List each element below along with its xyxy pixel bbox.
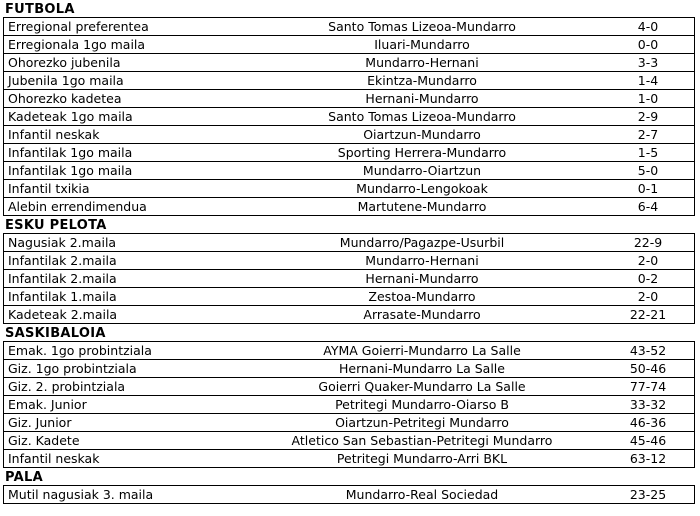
table-row [4, 360, 694, 378]
table-row [4, 270, 694, 288]
score-cell: 50-46 [629, 361, 667, 376]
score-cell: 0-0 [637, 37, 659, 52]
category-cell: Infantilak 1go maila [8, 163, 133, 178]
category-cell: Ohorezko kadetea [8, 91, 122, 106]
score-cell: 5-0 [637, 163, 659, 178]
score-cell: 22-9 [633, 235, 663, 250]
section-title: PALA [5, 470, 43, 485]
table-row [4, 414, 694, 432]
category-cell: Erregional preferentea [8, 19, 149, 34]
category-cell: Jubenila 1go maila [8, 73, 124, 88]
table-row [4, 486, 694, 503]
table-row [4, 18, 694, 36]
match-cell: Hernani-Mundarro La Salle [339, 361, 505, 376]
category-cell: Alebin errendimendua [8, 199, 147, 214]
score-cell: 2-7 [637, 127, 659, 142]
category-cell: Giz. Junior [8, 415, 72, 430]
category-cell: Emak. Junior [8, 397, 87, 412]
category-cell: Kadeteak 2.maila [8, 307, 118, 322]
category-cell: Infantilak 2.maila [8, 271, 117, 286]
match-cell: Mundarro-Hernani [365, 55, 479, 70]
match-cell: Santo Tomas Lizeoa-Mundarro [328, 19, 516, 34]
match-cell: Mundarro/Pagazpe-Usurbil [339, 235, 505, 250]
category-cell: Emak. 1go probintziala [8, 343, 152, 358]
match-cell: Oiartzun-Petritegi Mundarro [335, 415, 509, 430]
table-row [4, 342, 694, 360]
score-cell: 0-2 [637, 271, 659, 286]
category-cell: Erregionala 1go maila [8, 37, 146, 52]
match-cell: Petritegi Mundarro-Oiarso B [335, 397, 509, 412]
score-cell: 23-25 [629, 487, 667, 502]
table-row [4, 288, 694, 306]
category-cell: Giz. 2. probintziala [8, 379, 126, 394]
category-cell: Infantil neskak [8, 451, 100, 466]
score-cell: 1-0 [637, 91, 659, 106]
category-cell: Mutil nagusiak 3. maila [8, 487, 154, 502]
score-cell: 45-46 [629, 433, 667, 448]
score-cell: 63-12 [629, 451, 667, 466]
table-row [4, 180, 694, 198]
table-row [4, 306, 694, 323]
section-title: ESKU PELOTA [5, 218, 107, 233]
table-row [4, 126, 694, 144]
category-cell: Infantilak 1.maila [8, 289, 117, 304]
match-cell: Sporting Herrera-Mundarro [337, 145, 507, 160]
match-cell: AYMA Goierri-Mundarro La Salle [323, 343, 521, 358]
table-row [4, 90, 694, 108]
section-title: SASKIBALOIA [5, 326, 106, 341]
match-cell: Iluari-Mundarro [374, 37, 470, 52]
score-cell: 46-36 [629, 415, 667, 430]
score-cell: 1-4 [637, 73, 659, 88]
score-cell: 33-32 [629, 397, 667, 412]
match-cell: Mundarro-Hernani [365, 253, 479, 268]
match-cell: Mundarro-Oiartzun [362, 163, 482, 178]
match-cell: Oiartzun-Mundarro [363, 127, 481, 142]
score-cell: 1-5 [637, 145, 659, 160]
score-cell: 3-3 [637, 55, 659, 70]
section-table [3, 485, 695, 504]
category-cell: Giz. 1go probintziala [8, 361, 137, 376]
match-cell: Ekintza-Mundarro [367, 73, 477, 88]
match-cell: Santo Tomas Lizeoa-Mundarro [328, 109, 516, 124]
score-cell: 0-1 [637, 181, 659, 196]
score-cell: 43-52 [629, 343, 667, 358]
table-row [4, 108, 694, 126]
table-row [4, 144, 694, 162]
table-row [4, 72, 694, 90]
table-row [4, 198, 694, 215]
section-table [3, 233, 695, 324]
category-cell: Infantil txikia [8, 181, 90, 196]
match-cell: Arrasate-Mundarro [363, 307, 481, 322]
match-cell: Zestoa-Mundarro [368, 289, 476, 304]
match-cell: Mundarro-Real Sociedad [345, 487, 499, 502]
results-table [3, 0, 695, 504]
table-row [4, 36, 694, 54]
category-cell: Infantil neskak [8, 127, 100, 142]
score-cell: 2-0 [637, 289, 659, 304]
match-cell: Atletico San Sebastian-Petritegi Mundarro [291, 433, 553, 448]
match-cell: Hernani-Mundarro [365, 91, 479, 106]
match-cell: Petritegi Mundarro-Arri BKL [336, 451, 508, 466]
table-row [4, 378, 694, 396]
score-cell: 2-9 [637, 109, 659, 124]
table-row [4, 432, 694, 450]
section-table [3, 341, 695, 468]
match-cell: Goierri Quaker-Mundarro La Salle [318, 379, 526, 394]
table-row [4, 234, 694, 252]
category-cell: Nagusiak 2.maila [8, 235, 117, 250]
table-row [4, 396, 694, 414]
category-cell: Infantilak 2.maila [8, 253, 117, 268]
category-cell: Kadeteak 1go maila [8, 109, 133, 124]
category-cell: Giz. Kadete [8, 433, 80, 448]
table-row [4, 252, 694, 270]
score-cell: 22-21 [629, 307, 667, 322]
table-row [4, 450, 694, 467]
category-cell: Ohorezko jubenila [8, 55, 121, 70]
match-cell: Mundarro-Lengokoak [356, 181, 488, 196]
match-cell: Hernani-Mundarro [365, 271, 479, 286]
category-cell: Infantilak 1go maila [8, 145, 133, 160]
score-cell: 6-4 [637, 199, 659, 214]
match-cell: Martutene-Mundarro [357, 199, 487, 214]
score-cell: 4-0 [637, 19, 659, 34]
table-row [4, 162, 694, 180]
score-cell: 77-74 [629, 379, 667, 394]
section-table [3, 17, 695, 216]
score-cell: 2-0 [637, 253, 659, 268]
section-title: FUTBOLA [5, 2, 75, 17]
table-row [4, 54, 694, 72]
